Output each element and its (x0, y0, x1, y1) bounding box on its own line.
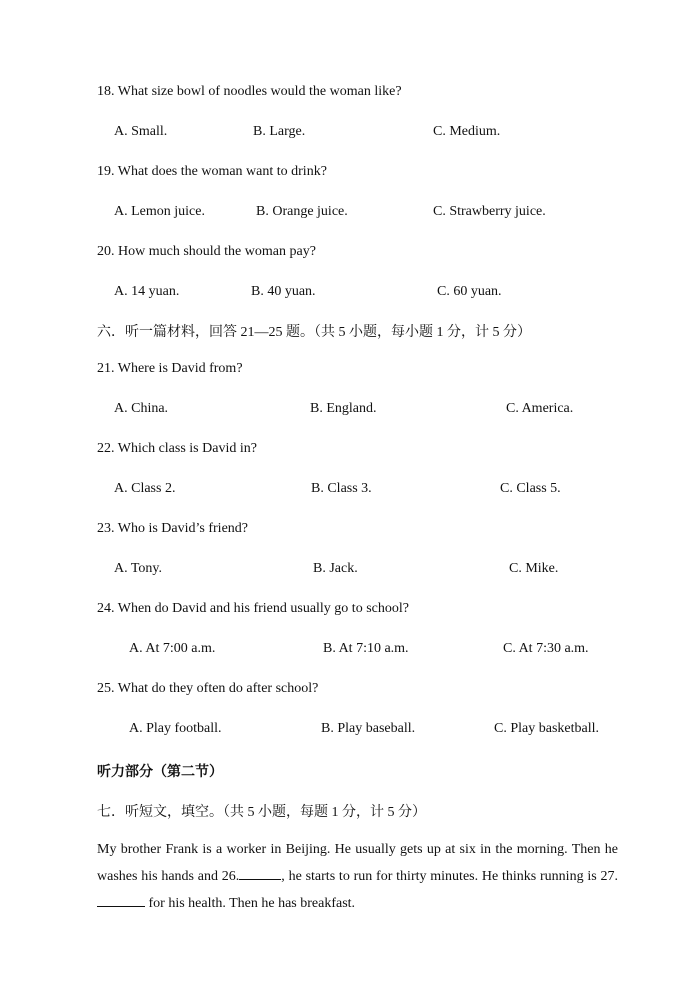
blank-27[interactable] (97, 894, 145, 907)
q25-option-c: C. Play basketball. (494, 721, 599, 736)
part-2-title: 听力部分（第二节） (97, 765, 223, 780)
q25-option-a: A. Play football. (129, 721, 222, 736)
q24-option-c: C. At 7:30 a.m. (503, 641, 589, 656)
q21-option-c: C. America. (506, 401, 574, 416)
q23-option-a: A. Tony. (114, 561, 163, 576)
q18-option-b: B. Large. (253, 124, 306, 139)
q20-option-b: B. 40 yuan. (251, 284, 316, 299)
question-25: 25. What do they often do after school? (97, 681, 319, 696)
q25-option-b: B. Play baseball. (321, 721, 416, 736)
q22-option-a: A. Class 2. (114, 481, 176, 496)
question-20: 20. How much should the woman pay? (97, 244, 316, 259)
q18-option-c: C. Medium. (433, 124, 501, 139)
q21-option-b: B. England. (310, 401, 377, 416)
q23-option-c: C. Mike. (509, 561, 559, 576)
q18-option-a: A. Small. (114, 124, 168, 139)
q24-option-b: B. At 7:10 a.m. (323, 641, 409, 656)
section-7-heading: 七．听短文，填空。（共 5 小题，每题 1 分，计 5 分） (97, 805, 426, 820)
question-19: 19. What does the woman want to drink? (97, 164, 327, 179)
question-24: 24. When do David and his friend usually go to school? (97, 601, 409, 616)
q19-option-b: B. Orange juice. (256, 204, 348, 219)
q20-option-c: C. 60 yuan. (437, 284, 502, 299)
passage (97, 836, 618, 917)
question-18: 18. What size bowl of noodles would the woman like? (97, 84, 402, 99)
question-22: 22. Which class is David in? (97, 441, 257, 456)
q23-option-b: B. Jack. (313, 561, 358, 576)
blank-26[interactable] (239, 867, 281, 880)
q20-option-a: A. 14 yuan. (114, 284, 180, 299)
passage-text-1: My brother Frank is a worker in Beijing. He usually gets up at six in the morning. Then he washes his hands and 26. (97, 842, 618, 884)
section-6-heading: 六．听一篇材料，回答 21—25 题。（共 5 小题，每小题 1 分，计 5 分） (97, 325, 531, 340)
question-21: 21. Where is David from? (97, 361, 243, 376)
q22-option-b: B. Class 3. (311, 481, 372, 496)
q22-option-c: C. Class 5. (500, 481, 561, 496)
q21-option-a: A. China. (114, 401, 169, 416)
q24-option-a: A. At 7:00 a.m. (129, 641, 216, 656)
passage-text-2: , he starts to run for thirty minutes. He thinks running is 27. (281, 869, 618, 884)
q19-option-a: A. Lemon juice. (114, 204, 205, 219)
passage-text-3: for his health. Then he has breakfast. (145, 896, 356, 911)
question-23: 23. Who is David’s friend? (97, 521, 248, 536)
q19-option-c: C. Strawberry juice. (433, 204, 546, 219)
